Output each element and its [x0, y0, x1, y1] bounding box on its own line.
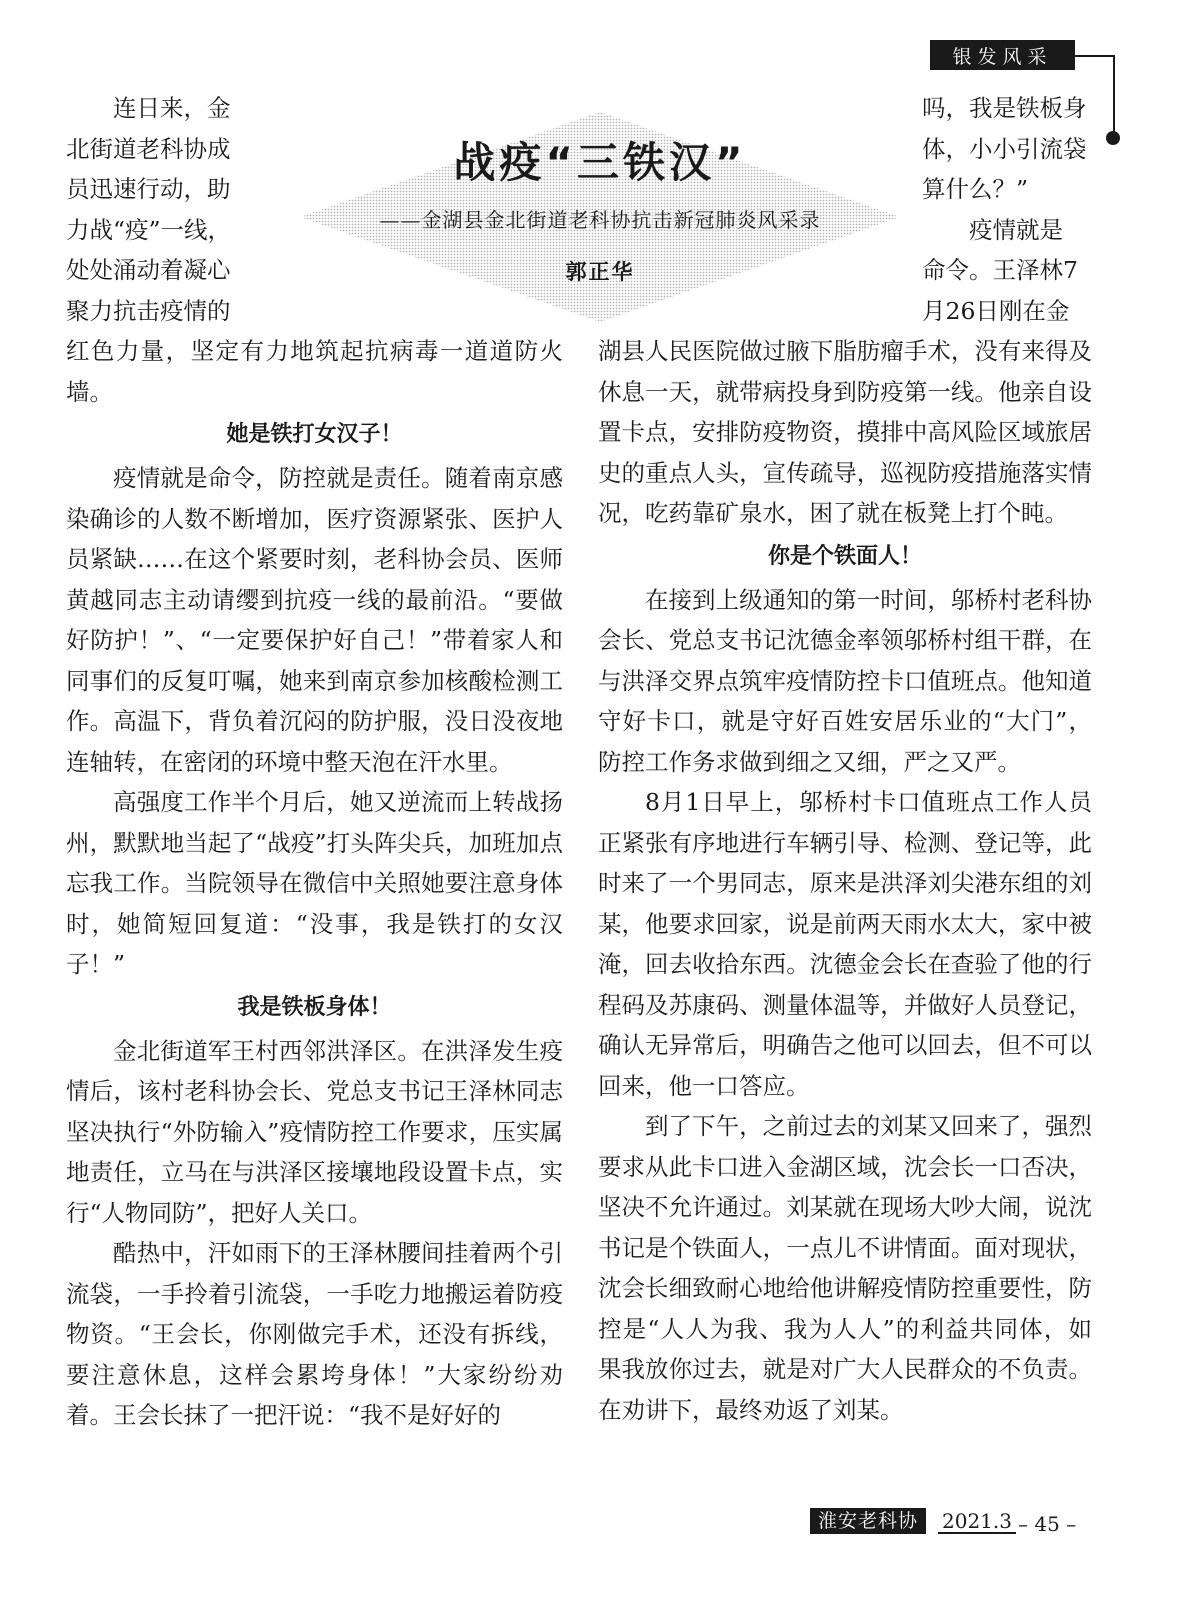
right-top-line: 月26日刚在金 — [922, 296, 1070, 325]
section-tag-dot — [1106, 131, 1120, 145]
intro-line: 员迅速行动，助 — [66, 175, 231, 203]
paragraph: 疫情就是命令，防控就是责任。随着南京感染确诊的人数不断增加，医疗资源紧张、医护人员紧缺……在这个紧要时刻，老科协会员、医师黄越同志主动请缨到抗疫一线的最前沿。“要做好防护！”、“一定要保护好自己！”带着家人和同事们的反复叮嘱，她来到南京参加核酸检测工作。高温下，背负着沉闷的防护服，没日没夜地连轴转，在密闭的环境中整天泡在汗水里。 — [66, 464, 563, 776]
paragraph: 在接到上级通知的第一时间，邬桥村老科协会长、党总支书记沈德金率领邬桥村组干群，在与洪泽交界点筑牢疫情防控卡口值班点。他知道守好卡口，就是守好百姓安居乐业的“大门”，防控工作务求做到细之又细，严之又严。 — [598, 585, 1092, 776]
section-tag-line-vertical — [1113, 55, 1115, 135]
intro-line: 处处涌动着凝心 — [66, 256, 231, 284]
paragraph: 湖县人民医院做过腋下脂肪瘤手术，没有来得及休息一天，就带病投身到防疫第一线。他亲自设置卡点，安排防疫物资，摸排中高风险区域旅居史的重点人头，宣传疏导，巡视防疫措施落实情况，吃药靠矿泉水，困了就在板凳上打个盹。 — [598, 337, 1092, 527]
footer-publication: 淮安老科协 — [810, 1508, 926, 1534]
article-subtitle: ——金湖县金北街道老科协抗击新冠肺炎风采录 — [379, 208, 821, 232]
right-top-line: 命令。王泽林7 — [922, 256, 1078, 284]
paragraph: 到了下午，之前过去的刘某又回来了，强烈要求从此卡口进入金湖区域，沈会长一口否决，坚决不允许通过。刘某就在现场大吵大闹，说沈书记是个铁面人，一点儿不讲情面。面对现状，沈会长细致耐心地给他讲解疫情防控重要性，防控是“人人为我、我为人人”的利益共同体，如果我放你过去，就是对广大人民群众的不负责。在劝讲下，最终劝返了刘某。 — [598, 1112, 1092, 1424]
right-top-line: 体，小小引流袋 — [922, 134, 1087, 163]
intro-paragraph-tail: 红色力量，坚定有力地筑起抗病毒一道道防火墙。 — [66, 337, 563, 406]
paragraph: 酷热中，汗如雨下的王泽林腰间挂着两个引流袋，一手拎着引流袋，一手吃力地搬运着防疫物资。“王会长，你刚做完手术，还没有拆线，要注意休息，这样会累垮身体！”大家纷纷劝着。王会长抹了一把汗说：“我不是好好的 — [66, 1239, 563, 1429]
right-top-line: 疫情就是 — [969, 215, 1063, 244]
intro-line: 连日来，金 — [113, 94, 231, 122]
paragraph: 8月1日早上，邬桥村卡口值班点工作人员正紧张有序地进行车辆引导、检测、登记等，此时来了一个男同志，原来是洪泽刘尖港东组的刘某，他要求回家，说是前两天雨水太大，家中被淹，回去收拾东西。沈德金会长在查验了他的行程码及苏康码、测量体温等，并做好人员登记，确认无异常后，明确告之他可以回去，但不可以回来，他一口答应。 — [598, 788, 1092, 1100]
section-heading-1: 她是铁打女汉子！ — [226, 422, 403, 447]
intro-line: 力战“疫”一线， — [66, 215, 232, 244]
intro-column — [66, 88, 251, 331]
section-tag: 银发风采 — [930, 40, 1075, 70]
page-number: – 45 – — [1018, 1512, 1077, 1536]
intro-line: 北街道老科协成 — [66, 134, 231, 163]
right-column — [598, 331, 1092, 1430]
right-top-line: 算什么？” — [922, 175, 1029, 203]
paragraph: 高强度工作半个月后，她又逆流而上转战扬州，默默地当起了“战疫”打头阵尖兵，加班加点忘我工作。当院领导在微信中关照她要注意身体时，她简短回复道：“没事，我是铁打的女汉子！” — [66, 788, 563, 978]
section-tag-line — [1075, 55, 1115, 57]
article-author: 郭正华 — [565, 260, 635, 284]
right-top-column — [922, 88, 1092, 331]
paragraph: 金北街道军王村西邻洪泽区。在洪泽发生疫情后，该村老科协会长、党总支书记王泽林同志坚决执行“外防输入”疫情防控工作要求，压实属地责任，立马在与洪泽区接壤地段设置卡点，实行“人物同防”，把好人关口。 — [66, 1036, 563, 1227]
section-heading-3: 你是个铁面人！ — [767, 543, 922, 569]
section-heading-2: 我是铁板身体！ — [237, 994, 392, 1020]
intro-line: 聚力抗击疫情的 — [66, 296, 231, 325]
right-top-line: 吗，我是铁板身 — [922, 94, 1087, 122]
left-column — [66, 331, 563, 1436]
article-title: 战疫“三铁汉” — [453, 138, 747, 187]
footer-issue: 2021.3 — [938, 1508, 1016, 1534]
